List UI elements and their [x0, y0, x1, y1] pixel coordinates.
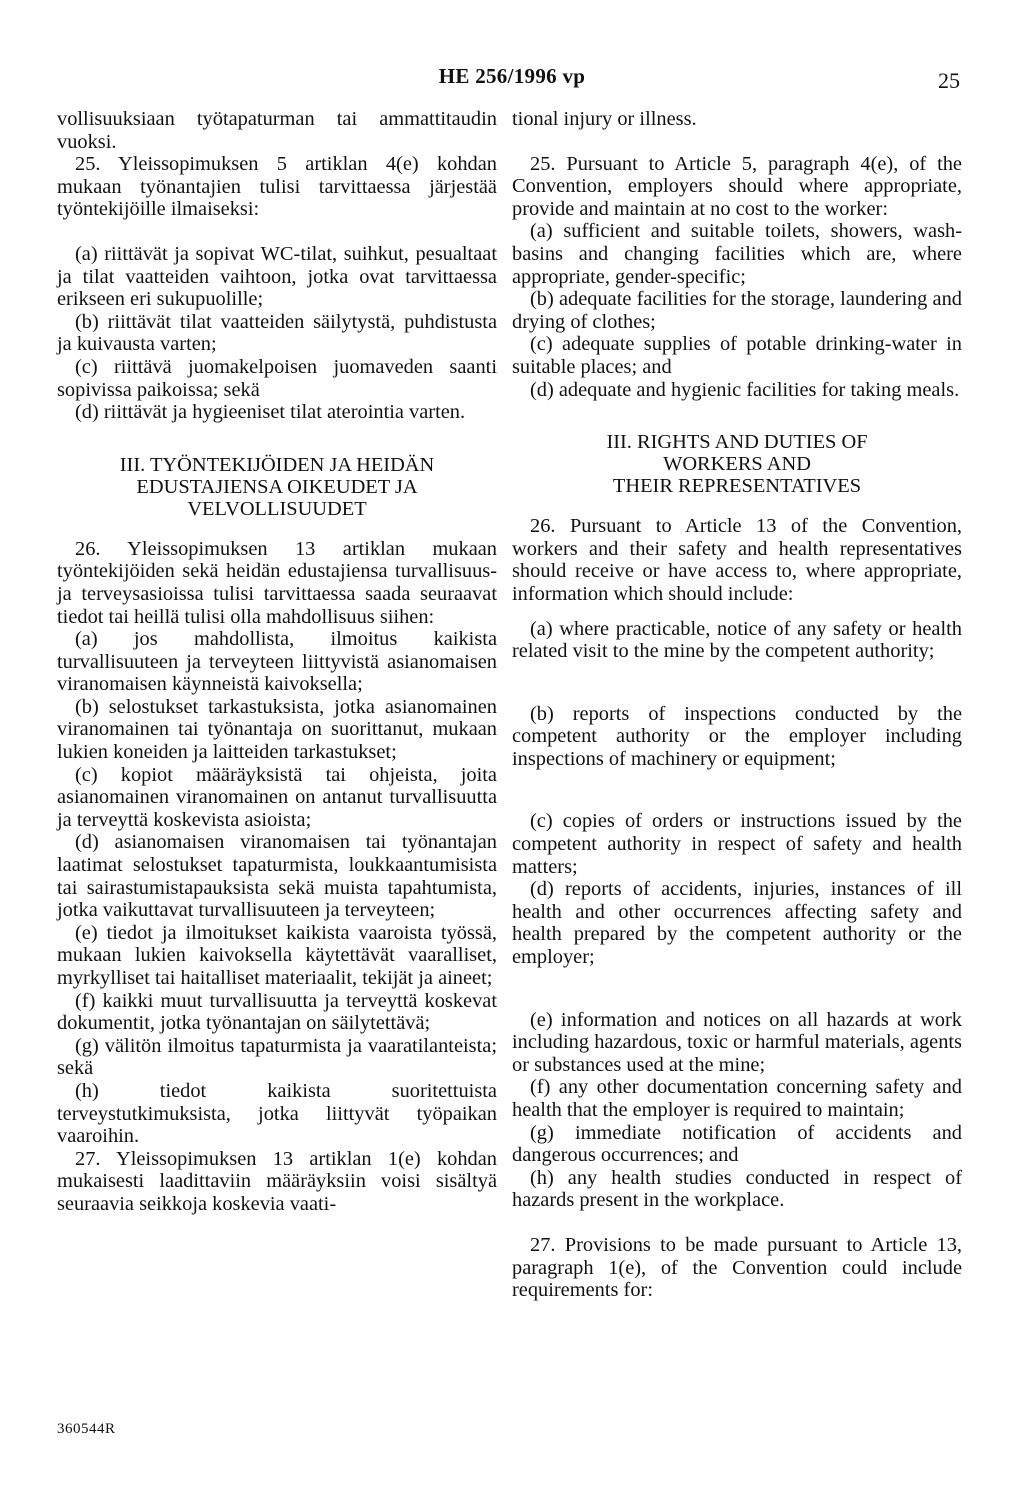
finnish-continuation-paragraph: vollisuuksiaan työtapaturman tai ammattitaudin vuoksi. [57, 108, 497, 153]
finnish-paragraph-26-item-d: (d) asianomaisen viranomaisen tai työnantajan laatimat selostukset tapaturmista, loukkaantumisista tai sairastumistapauksista sekä muista tapahtumista, jotka vaikuttavat turvallisuuteen ja terveyteen; [57, 831, 497, 922]
finnish-heading-line-1: III. TYÖNTEKIJÖIDEN JA HEIDÄN [119, 453, 435, 476]
english-paragraph-25-item-c: (c) adequate supplies of potable drinking-water in suitable places; and [512, 333, 962, 378]
english-paragraph-26: 26. Pursuant to Article 13 of the Convention, workers and their safety and health representatives should receive or have access to, where appropriate, information which should include: [512, 515, 962, 605]
english-paragraph-26-item-g: (g) immediate notification of accidents and dangerous occurrences; and [512, 1121, 962, 1167]
english-column [512, 108, 962, 1302]
finnish-heading-line-3: VELVOLLISUUDET [187, 497, 367, 520]
finnish-paragraph-26-item-b: (b) selostukset tarkastuksista, jotka asianomainen viranomainen tai työnantaja on suorittanut, mukaan lukien koneiden ja laitteiden tarkastukset; [57, 695, 497, 764]
finnish-paragraph-26-item-f: (f) kaikki muut turvallisuutta ja terveyttä koskevat dokumentit, jotka työnantajan on säilytettävä; [57, 989, 497, 1035]
english-heading-line-3: THEIR REPRESENTATIVES [612, 475, 862, 498]
english-paragraph-26-item-f: (f) any other documentation concerning safety and health that the employer is required to maintain; [512, 1076, 962, 1121]
english-paragraph-26-item-a: (a) where practicable, notice of any safety or health related visit to the mine by the competent authority; [512, 617, 962, 663]
english-continuation-paragraph: tional injury or illness. [512, 108, 697, 130]
finnish-paragraph-25-item-c: (c) riittävä juomakelpoisen juomaveden saanti sopivissa paikoissa; sekä [57, 355, 497, 401]
finnish-paragraph-26: 26. Yleissopimuksen 13 artiklan mukaan työntekijöiden sekä heidän edustajiensa turvallisuus- ja terveysasioissa tulisi tarvittaessa saada seuraavat tiedot tai heillä tulisi olla mahdollisuus siihen: [57, 537, 497, 628]
finnish-section-heading [57, 454, 497, 520]
english-paragraph-25-item-a: (a) sufficient and suitable toilets, showers, wash-basins and changing facilities which are, where appropriate, gender-specific; [512, 220, 962, 288]
document-header-title: HE 256/1996 vp [438, 64, 586, 88]
document-footer-code: 360544R [57, 1421, 116, 1437]
english-paragraph-26-item-b: (b) reports of inspections conducted by the competent authority or the employer including inspections of machinery or equipment; [512, 702, 962, 770]
english-heading-line-1: III. RIGHTS AND DUTIES OF [606, 431, 868, 454]
english-heading-line-2: WORKERS AND [663, 453, 811, 476]
english-paragraph-26-item-e: (e) information and notices on all hazards at work including hazardous, toxic or harmful materials, agents or substances used at the mine; [512, 1008, 962, 1076]
finnish-paragraph-26-item-g: (g) välitön ilmoitus tapaturmista ja vaaratilanteista; sekä [57, 1034, 497, 1080]
finnish-paragraph-26-item-c: (c) kopiot määräyksistä tai ohjeista, joita asianomainen viranomainen on antanut turvallisuutta ja terveyttä koskevista asioista; [57, 763, 497, 831]
english-paragraph-26-item-h: (h) any health studies conducted in respect of hazards present in the workplace. [512, 1166, 962, 1212]
english-section-heading [512, 431, 962, 497]
english-paragraph-27: 27. Provisions to be made pursuant to Article 13, paragraph 1(e), of the Convention could include requirements for: [512, 1233, 962, 1302]
finnish-column [57, 108, 497, 1216]
finnish-paragraph-26-item-h: (h) tiedot kaikista suoritettuista terveystutkimuksista, jotka liittyvät työpaikan vaaroihin. [57, 1079, 497, 1148]
finnish-paragraph-26-item-a: (a) jos mahdollista, ilmoitus kaikista turvallisuuteen ja terveyteen liittyvistä asianomaisen viranomaisen käynneistä kaivoksella; [57, 628, 497, 696]
finnish-paragraph-25: 25. Yleissopimuksen 5 artiklan 4(e) kohdan mukaan työnantajien tulisi tarvittaessa järjestää työntekijöille ilmaiseksi: [57, 153, 497, 221]
english-paragraph-26-item-d: (d) reports of accidents, injuries, instances of ill health and other occurrences affecting safety and health prepared by the competent authority or the employer; [512, 878, 962, 969]
finnish-paragraph-25-item-b: (b) riittävät tilat vaatteiden säilytystä, puhdistusta ja kuivausta varten; [57, 310, 497, 356]
english-paragraph-26-item-c: (c) copies of orders or instructions issued by the competent authority in respect of safety and health matters; [512, 810, 962, 878]
finnish-heading-line-2: EDUSTAJIENSA OIKEUDET JA [136, 475, 418, 498]
english-paragraph-25: 25. Pursuant to Article 5, paragraph 4(e), of the Convention, employers should where appropriate, provide and maintain at no cost to the worker: [512, 152, 962, 220]
english-paragraph-25-item-d: (d) adequate and hygienic facilities for taking meals. [530, 378, 960, 401]
finnish-paragraph-25-item-d: (d) riittävät ja hygieeniset tilat aterointia varten. [75, 401, 466, 424]
finnish-paragraph-26-item-e: (e) tiedot ja ilmoitukset kaikista vaaroista työssä, mukaan lukien kaivoksella käytettävät vaaralliset, myrkylliset tai haitalliset materiaalit, tekijät ja aineet; [57, 921, 497, 989]
page-number: 25 [938, 68, 960, 93]
english-paragraph-25-item-b: (b) adequate facilities for the storage, laundering and drying of clothes; [512, 288, 962, 333]
finnish-paragraph-27: 27. Yleissopimuksen 13 artiklan 1(e) kohdan mukaisesti laadittaviin määräyksiin voisi sisältyä seuraavia seikkoja koskevia vaati- [57, 1147, 497, 1215]
finnish-paragraph-25-item-a: (a) riittävät ja sopivat WC-tilat, suihkut, pesualtaat ja tilat vaatteiden vaihtoon, jotka ovat tarvittaessa erikseen eri sukupuolille; [57, 242, 497, 311]
